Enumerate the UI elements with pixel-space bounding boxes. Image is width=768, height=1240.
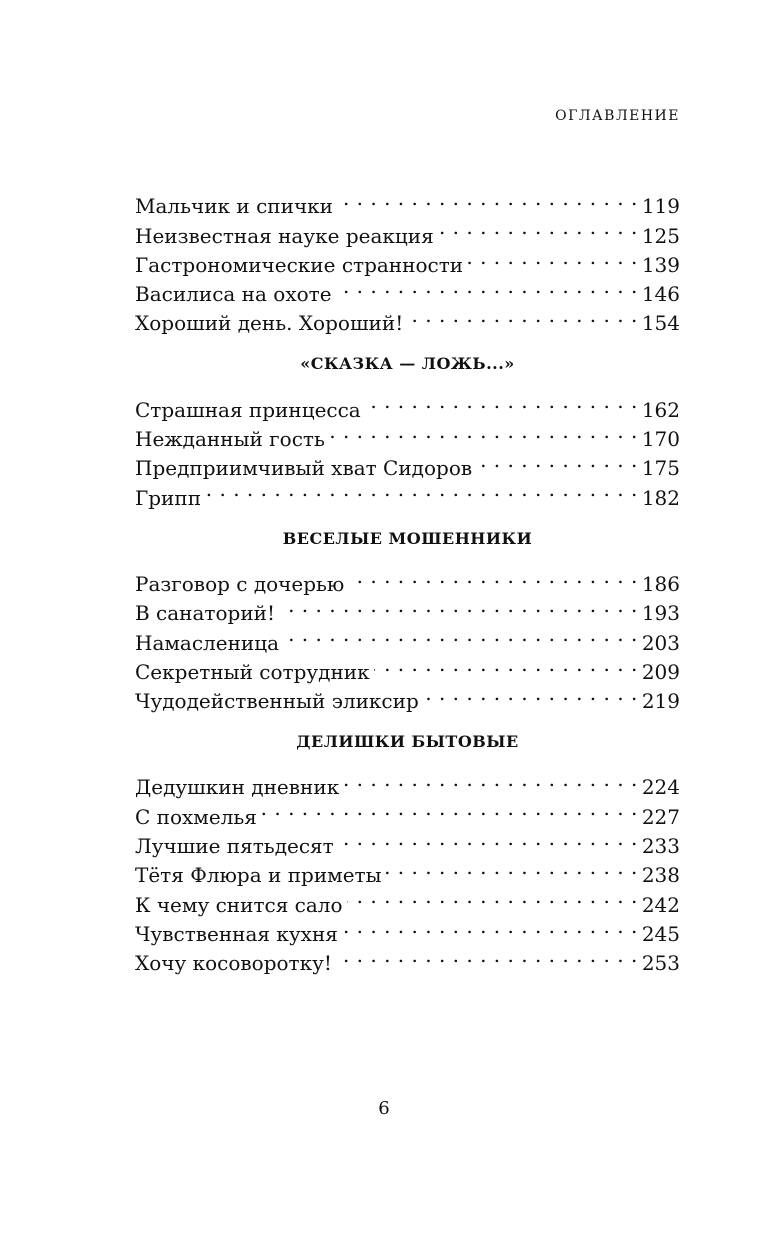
toc-entry-page: 238: [641, 863, 680, 888]
toc-entry-page: 242: [641, 892, 680, 917]
toc-entry-page: 219: [641, 689, 680, 714]
toc-entry-title: Василиса на охоте: [135, 282, 332, 307]
section-heading: «СКАЗКА — ЛОЖЬ...»: [300, 354, 515, 374]
toc-entry-page: 154: [641, 311, 680, 336]
toc-entry-title: Грипп: [135, 485, 202, 510]
toc-entry[interactable]: [135, 387, 680, 422]
toc-entry-title: Разговор с дочерью: [135, 571, 345, 596]
table-of-contents: [135, 184, 680, 976]
dot-leader: [386, 853, 638, 882]
toc-entry-page: 193: [641, 601, 680, 626]
dot-leader: [261, 794, 638, 823]
toc-entry-page: 162: [641, 397, 680, 422]
toc-entry[interactable]: [135, 562, 680, 596]
toc-entry-title: Страшная принцесса: [135, 397, 361, 422]
toc-entry-title: Хороший день. Хороший!: [135, 311, 404, 336]
toc-entry-title: Тётя Флюра и приметы: [135, 863, 382, 888]
toc-entry-title: Гастрономические странности: [135, 252, 464, 277]
toc-entry[interactable]: [135, 475, 680, 510]
toc-entry-page: 170: [641, 427, 680, 452]
toc-entry[interactable]: [135, 765, 680, 800]
section-heading: ДЕЛИШКИ БЫТОВЫЕ: [296, 732, 519, 752]
toc-entry-page: 186: [641, 571, 680, 596]
toc-entry-title: Чувственная кухня: [135, 921, 338, 946]
toc-entry-page: 253: [641, 951, 680, 976]
dot-leader: [476, 446, 638, 475]
toc-entry-title: Секретный сотрудник: [135, 659, 370, 684]
toc-entry-page: 182: [641, 485, 680, 510]
toc-entry-page: 224: [641, 775, 680, 800]
toc-section: [135, 727, 680, 976]
section-heading: ВЕСЕЛЫЕ МОШЕННИКИ: [282, 528, 533, 548]
toc-entry-title: Неизвестная науке реакция: [135, 223, 434, 248]
toc-entry-title: С похмелья: [135, 804, 257, 829]
dot-leader: [467, 243, 638, 272]
dot-leader: [365, 387, 638, 416]
dot-leader: [347, 882, 638, 911]
dot-leader: [343, 765, 638, 794]
toc-entry-page: 233: [641, 834, 680, 859]
toc-entry-title: Чудодейственный эликсир: [135, 689, 419, 714]
page-number: 6: [378, 1098, 390, 1119]
toc-entry-title: Нежданный гость: [135, 427, 325, 452]
toc-entry-page: 125: [641, 223, 680, 248]
dot-leader: [205, 475, 638, 504]
toc-entry-page: 245: [641, 921, 680, 946]
toc-entry-title: Лучшие пятьдесят: [135, 834, 334, 859]
dot-leader: [342, 912, 638, 941]
toc-entry-title: В санаторий!: [135, 601, 276, 626]
dot-leader: [329, 417, 638, 446]
dot-leader: [438, 213, 638, 242]
dot-leader: [283, 620, 638, 649]
toc-entry-title: Мальчик и спички: [135, 194, 334, 219]
dot-leader: [348, 562, 637, 591]
toc-entry-title: Хочу косоворотку!: [135, 951, 332, 976]
toc-entry-page: 139: [641, 252, 680, 277]
toc-entry-title: Дедушкин дневник: [135, 775, 340, 800]
dot-leader: [336, 272, 638, 301]
toc-entry[interactable]: [135, 184, 680, 219]
dot-leader: [374, 650, 638, 679]
toc-entry-page: 203: [641, 630, 680, 655]
dot-leader: [279, 591, 638, 620]
toc-entry-page: 209: [641, 659, 680, 684]
dot-leader: [337, 184, 638, 213]
toc-section: [135, 184, 680, 336]
toc-entry-title: Предприимчивый хват Сидоров: [135, 456, 473, 481]
toc-entry-page: 175: [641, 456, 680, 481]
toc-entry-title: К чему снится сало: [135, 892, 343, 917]
dot-leader: [338, 824, 638, 853]
toc-entry-title: Намасленица: [135, 630, 280, 655]
toc-entry-page: 146: [641, 282, 680, 307]
toc-section: [135, 349, 680, 510]
toc-entry-page: 227: [641, 804, 680, 829]
toc-section: [135, 524, 680, 714]
dot-leader: [423, 679, 638, 708]
dot-leader: [336, 941, 638, 970]
dot-leader: [407, 301, 638, 330]
running-head: ОГЛАВЛЕНИЕ: [555, 108, 680, 124]
toc-entry-page: 119: [641, 194, 680, 219]
